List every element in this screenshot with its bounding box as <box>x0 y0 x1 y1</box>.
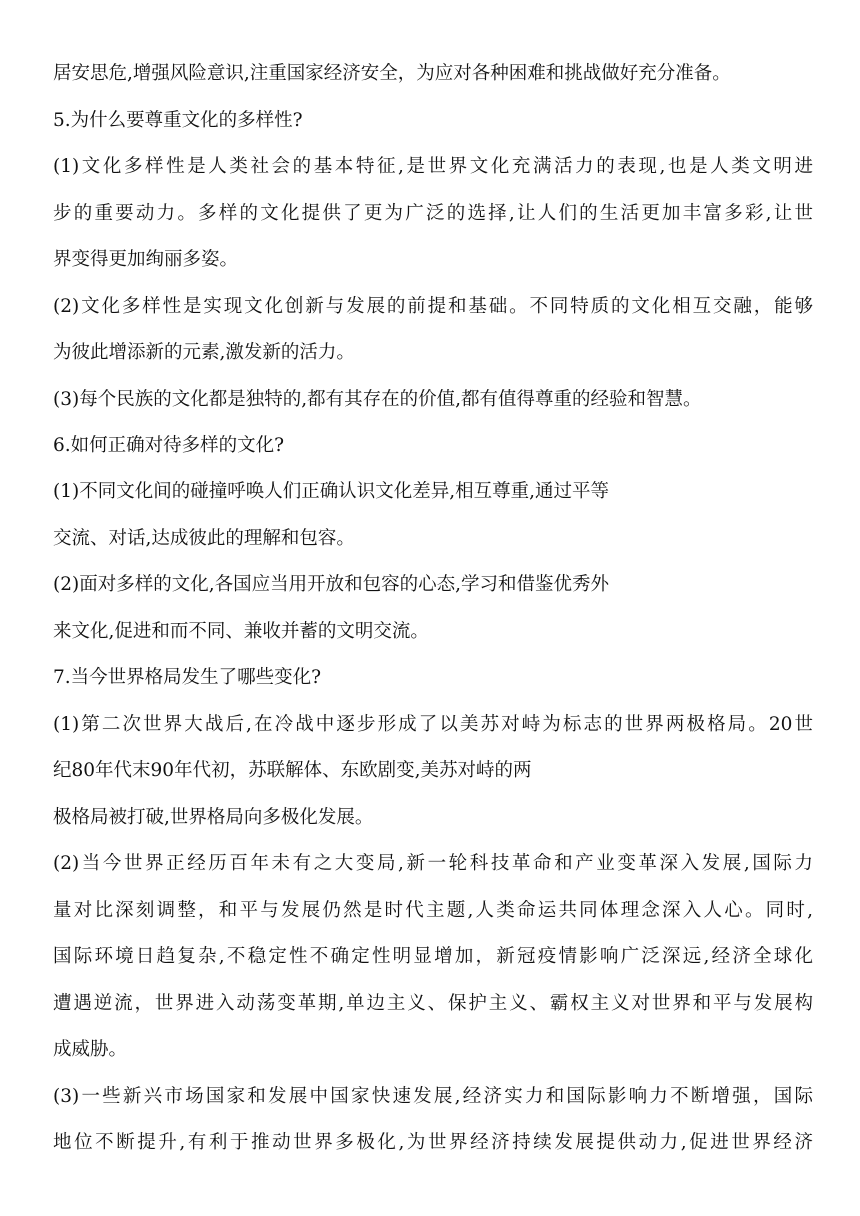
text-line: 量对比深刻调整，和平与发展仍然是时代主题,人类命运共同体理念深入人心。同时, <box>53 900 813 921</box>
text-line: 国际环境日趋复杂,不稳定性不确定性明显增加，新冠疫情影响广泛深远,经济全球化 <box>53 946 813 967</box>
question-heading: 5.为什么要尊重文化的多样性? <box>53 110 303 131</box>
text-line: (1)第二次世界大战后,在冷战中逐步形成了以美苏对峙为标志的世界两极格局。20世 <box>53 714 813 735</box>
text-line: 极格局被打破,世界格局向多极化发展。 <box>53 807 374 828</box>
text-line: 地位不断提升,有利于推动世界多极化,为世界经济持续发展提供动力,促进世界经济 <box>53 1132 813 1153</box>
text-line: 为彼此增添新的元素,激发新的活力。 <box>53 342 355 363</box>
text-line: (2)文化多样性是实现文化创新与发展的前提和基础。不同特质的文化相互交融，能够 <box>53 296 813 317</box>
text-line: (3)一些新兴市场国家和发展中国家快速发展,经济实力和国际影响力不断增强，国际 <box>53 1086 813 1107</box>
question-heading: 6.如何正确对待多样的文化? <box>53 435 285 456</box>
text-line: 纪80年代末90年代初，苏联解体、东欧剧变,美苏对峙的两 <box>53 760 532 781</box>
text-line: 居安思危,增强风险意识,注重国家经济安全，为应对各种困难和挑战做好充分准备。 <box>53 63 731 84</box>
text-line: (1)不同文化间的碰撞呼唤人们正确认识文化差异,相互尊重,通过平等 <box>53 481 609 502</box>
text-line: 界变得更加绚丽多姿。 <box>53 249 239 270</box>
text-line: (2)面对多样的文化,各国应当用开放和包容的心态,学习和借鉴优秀外 <box>53 574 609 595</box>
question-heading: 7.当今世界格局发生了哪些变化? <box>53 667 322 688</box>
text-line: (2)当今世界正经历百年未有之大变局,新一轮科技革命和产业变革深入发展,国际力 <box>53 853 813 874</box>
text-line: (1)文化多样性是人类社会的基本特征,是世界文化充满活力的表现,也是人类文明进 <box>53 156 813 177</box>
text-line: 成威胁。 <box>53 1039 128 1060</box>
text-line: 来文化,促进和而不同、兼收并蓄的文明交流。 <box>53 621 429 642</box>
text-line: 步的重要动力。多样的文化提供了更为广泛的选择,让人们的生活更加丰富多彩,让世 <box>53 203 813 224</box>
text-line: 交流、对话,达成彼此的理解和包容。 <box>53 528 355 549</box>
text-line: (3)每个民族的文化都是独特的,都有其存在的价值,都有值得尊重的经验和智慧。 <box>53 389 702 410</box>
text-line: 遭遇逆流，世界进入动荡变革期,单边主义、保护主义、霸权主义对世界和平与发展构 <box>53 993 813 1014</box>
